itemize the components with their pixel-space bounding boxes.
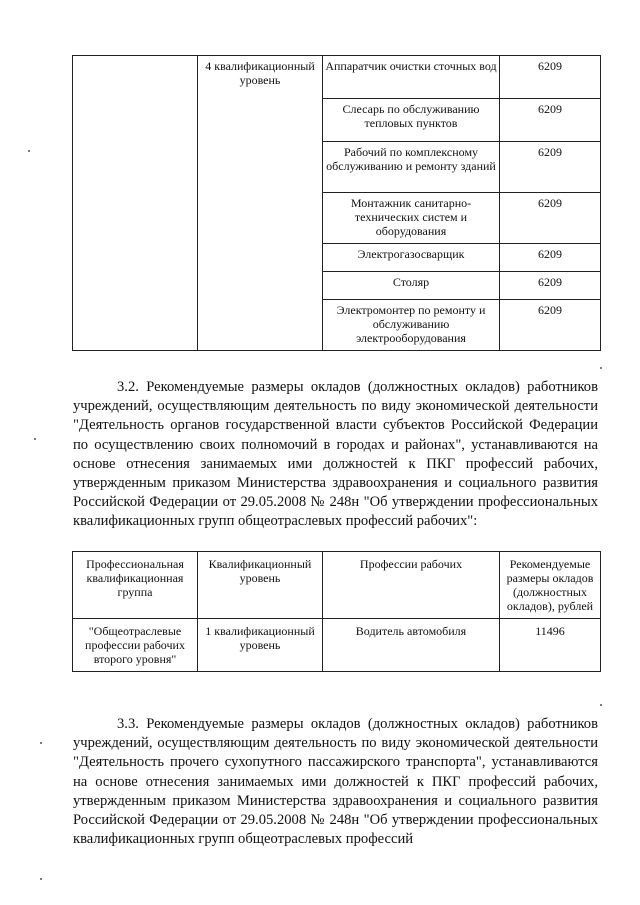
- salary-table-continued: [72, 55, 601, 351]
- profession-cell: Монтажник санитарно-технических систем и оборудования: [323, 193, 500, 244]
- qualification-level-cell: 1 квалификационный уровень: [198, 619, 323, 672]
- salary-cell: 11496: [500, 619, 601, 672]
- section-3-2-text: 3.2. Рекомендуемые размеры окладов (должностных окладов) работников учреждений, осуществляющим деятельность по виду экономической деятельности "Деятельность органов государственной власти субъектов Российской Федерации по осуществлению своих полномочий в городах и районах", устанавливаются на основе отнесения занимаемых ими должностей к ПКГ профессий рабочих, утвержденным приказом Министерства здравоохранения и социального развития Российской Федерации от 29.05.2008 № 248н "Об утверждении профессиональных квалификационных групп общеотраслевых профессий рабочих":: [73, 379, 598, 530]
- profession-cell: Слесарь по обслуживанию тепловых пунктов: [323, 99, 500, 142]
- header-group: Профессиональная квалификационная группа: [73, 552, 198, 619]
- group-cell: "Общеотраслевые профессии рабочих второго уровня": [73, 619, 198, 672]
- section-3-2-paragraph: [73, 378, 598, 532]
- scan-speck: [34, 438, 36, 440]
- scan-speck: [40, 878, 42, 880]
- scan-speck: [28, 150, 30, 152]
- profession-cell: Аппаратчик очистки сточных вод: [323, 56, 500, 99]
- profession-cell: Рабочий по комплексному обслуживанию и ремонту зданий: [323, 142, 500, 193]
- qualification-level-cell: [198, 56, 323, 351]
- group-cell-empty: [73, 56, 198, 351]
- salary-cell: 6209: [500, 272, 601, 300]
- section-3-3-text: 3.3. Рекомендуемые размеры окладов (должностных окладов) работников учреждений, осуществляющим деятельность по виду экономической деятельности "Деятельность прочего сухопутного пассажирского транспорта", устанавливаются на основе отнесения занимаемых ими должностей к ПКГ профессий рабочих, утвержденным приказом Министерства здравоохранения и социального развития Российской Федерации от 29.05.2008 № 248н "Об утверждении профессиональных квалификационных групп общеотраслевых профессий: [73, 716, 598, 848]
- salary-cell: 6209: [500, 56, 601, 99]
- scan-speck: [600, 704, 602, 706]
- header-level: Квалификационный уровень: [198, 552, 323, 619]
- qualification-level-text: 4 квалификационный уровень: [205, 59, 315, 87]
- header-salary: Рекомендуемые размеры окладов (должностных окладов), рублей: [500, 552, 601, 619]
- profession-cell: Водитель автомобиля: [323, 619, 500, 672]
- section-3-3-paragraph: [73, 715, 598, 880]
- salary-cell: 6209: [500, 300, 601, 351]
- scan-speck: [40, 742, 42, 744]
- salary-cell: 6209: [500, 142, 601, 193]
- profession-cell: Электрогазосварщик: [323, 244, 500, 272]
- scan-speck: [600, 367, 602, 369]
- salary-cell: 6209: [500, 244, 601, 272]
- profession-cell: Столяр: [323, 272, 500, 300]
- header-profession: Профессии рабочих: [323, 552, 500, 619]
- salary-cell: 6209: [500, 99, 601, 142]
- salary-cell: 6209: [500, 193, 601, 244]
- drivers-salary-table: [72, 551, 601, 672]
- profession-cell: Электромонтер по ремонту и обслуживанию электрооборудования: [323, 300, 500, 351]
